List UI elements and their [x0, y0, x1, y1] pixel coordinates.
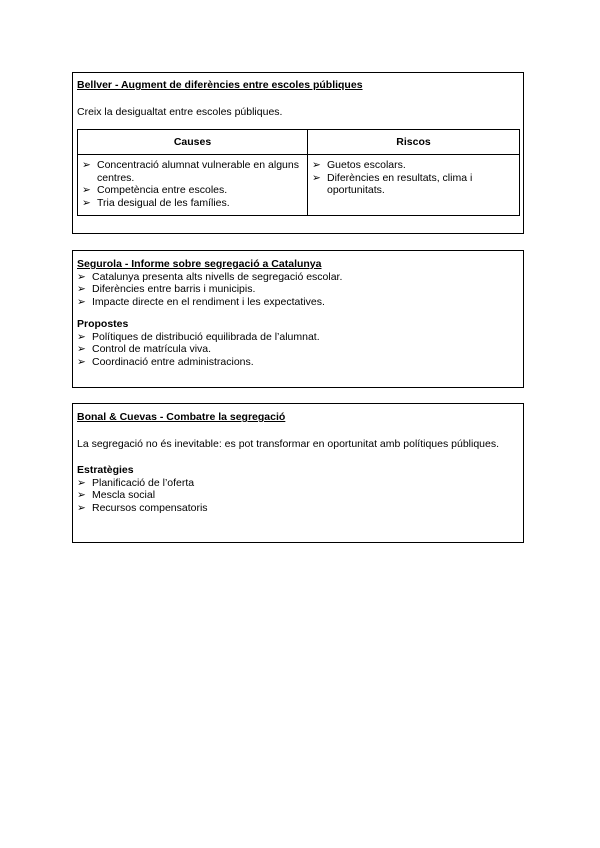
list-item: ➢ Impacte directe en el rendiment i les expectatives.: [77, 295, 325, 308]
proposals-list: [77, 331, 519, 369]
arrow-bullet-icon: ➢: [77, 476, 86, 489]
bellver-intro: Creix la desigualtat entre escoles públiques.: [77, 105, 283, 118]
list-item: ➢ Diferències entre barris i municipis.: [77, 283, 256, 295]
list-item: ➢ Diferències en resultats, clima i oportunitats.: [312, 171, 473, 196]
list-item: ➢ Planificació de l’oferta: [77, 476, 195, 489]
list-item: ➢ Catalunya presenta alts nivells de segregació escolar.: [77, 270, 343, 283]
segurola-points-list: [77, 271, 519, 309]
strategies-heading: Estratègies: [77, 464, 134, 476]
bonal-title: Bonal & Cuevas - Combatre la segregació: [77, 411, 286, 423]
arrow-bullet-icon: ➢: [77, 270, 86, 283]
arrow-bullet-icon: ➢: [312, 159, 321, 171]
arrow-bullet-icon: ➢: [77, 501, 86, 514]
causes-list: [82, 159, 303, 209]
causes-risks-table: [77, 129, 520, 216]
causes-cell: [78, 155, 308, 216]
arrow-bullet-icon: ➢: [77, 283, 86, 295]
arrow-bullet-icon: ➢: [77, 295, 86, 308]
bellver-section: [72, 72, 524, 234]
arrow-bullet-icon: ➢: [77, 343, 86, 355]
list-item: ➢ Mescla social: [77, 489, 156, 501]
risks-cell: [308, 155, 520, 216]
arrow-bullet-icon: ➢: [77, 489, 86, 501]
risks-header: Riscos: [308, 130, 520, 155]
bonal-cuevas-section: [72, 403, 524, 543]
arrow-bullet-icon: ➢: [82, 184, 91, 196]
list-item: ➢ Competència entre escoles.: [82, 184, 228, 196]
arrow-bullet-icon: ➢: [77, 355, 86, 368]
list-item: ➢ Polítiques de distribució equilibrada de l’alumnat.: [77, 330, 320, 343]
bellver-title: Bellver - Augment de diferències entre escoles públiques: [77, 79, 363, 91]
segurola-section: [72, 250, 524, 388]
arrow-bullet-icon: ➢: [82, 196, 91, 209]
bonal-intro: La segregació no és inevitable: es pot transformar en oportunitat amb polítiques públiques.: [77, 437, 500, 450]
arrow-bullet-icon: ➢: [312, 171, 321, 184]
list-item: ➢ Coordinació entre administracions.: [77, 355, 254, 368]
list-item: ➢ Recursos compensatoris: [77, 501, 208, 514]
list-item: ➢ Concentració alumnat vulnerable en alguns centres.: [82, 159, 299, 184]
list-item: ➢ Guetos escolars.: [312, 159, 406, 171]
list-item: ➢ Control de matrícula viva.: [77, 343, 212, 355]
arrow-bullet-icon: ➢: [77, 330, 86, 343]
list-item: ➢ Tria desigual de les famílies.: [82, 196, 230, 209]
arrow-bullet-icon: ➢: [82, 159, 91, 171]
risks-list: [312, 159, 515, 197]
strategies-list: [77, 477, 519, 515]
proposals-heading: Propostes: [77, 318, 129, 330]
segurola-title: Segurola - Informe sobre segregació a Catalunya: [77, 258, 322, 270]
causes-header: Causes: [78, 130, 308, 155]
